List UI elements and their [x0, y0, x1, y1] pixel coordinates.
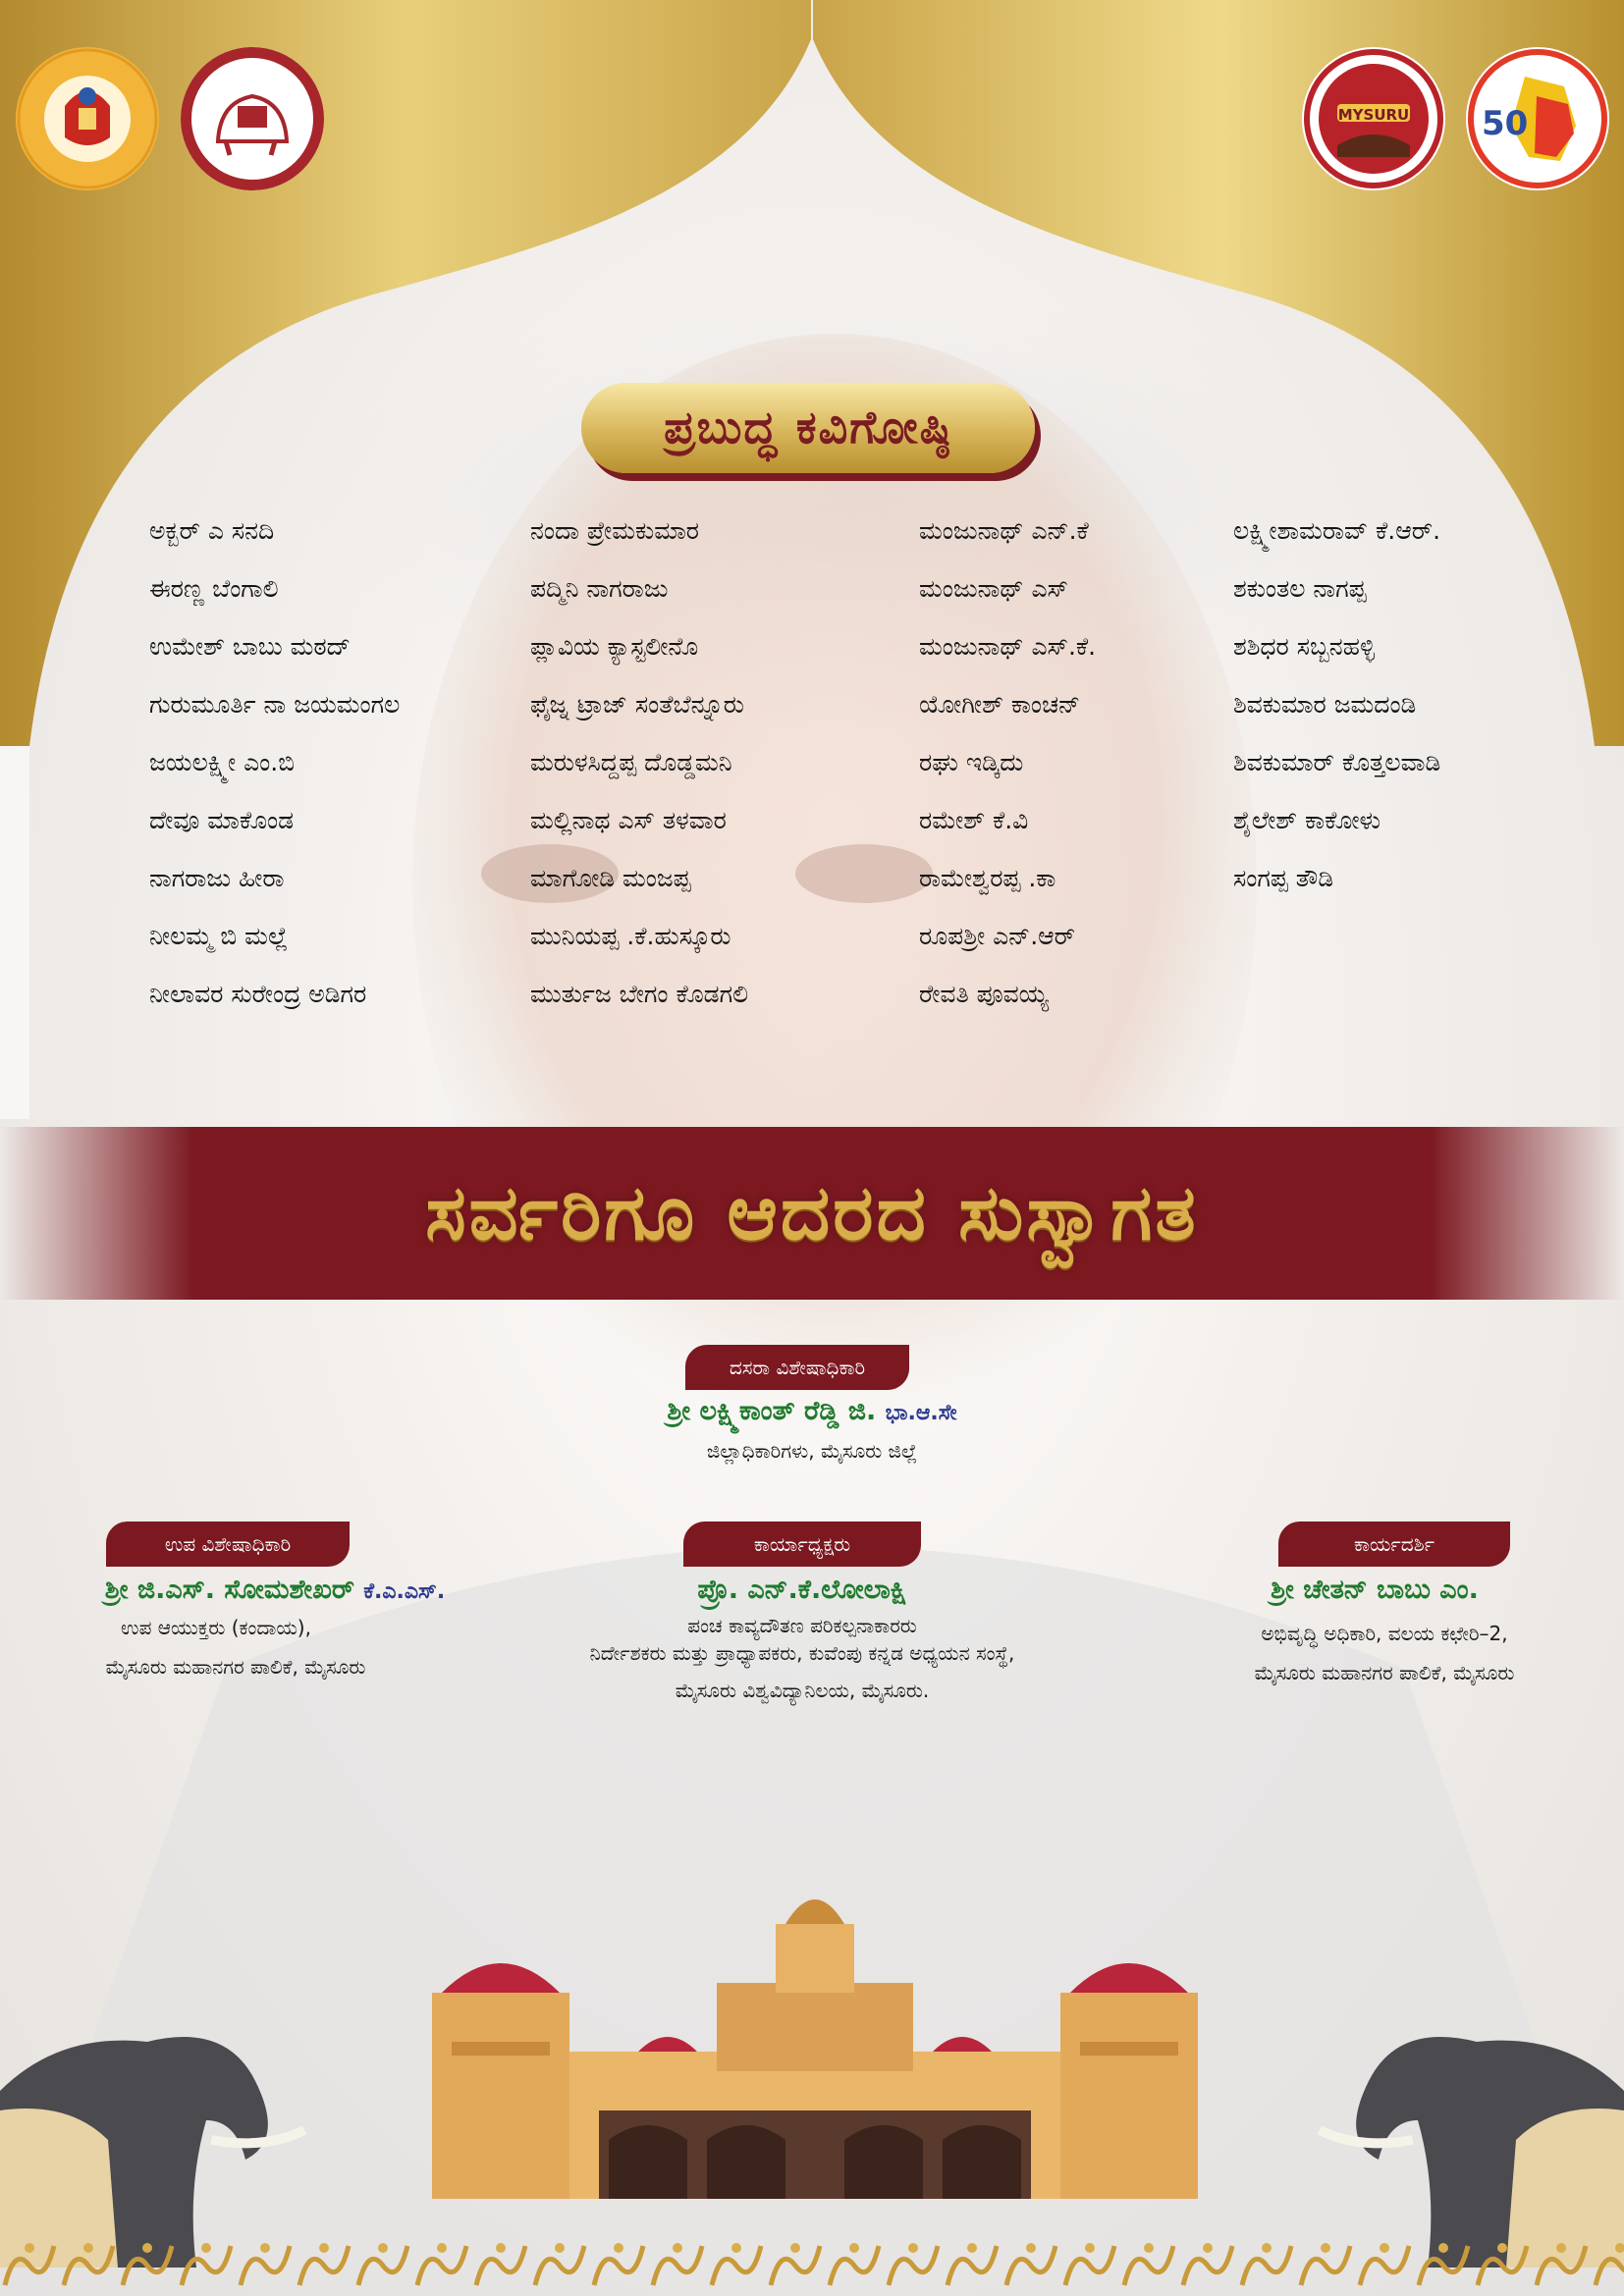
poet-name: ಮುನಿಯಪ್ಪ .ಕೆ.ಹುಸ್ಕೂರು: [530, 922, 731, 950]
poet-name: ಮಾಗೋಡಿ ಮಂಜಪ್ಪ: [530, 864, 691, 892]
poet-name: ಜಯಲಕ್ಷ್ಮೀ ಎಂ.ಬಿ: [149, 748, 295, 776]
jubilee-logo-number: 50: [1482, 104, 1529, 143]
special-officer-designation: ಜಿಲ್ಲಾಧಿಕಾರಿಗಳು, ಮೈಸೂರು ಜಿಲ್ಲೆ: [706, 1439, 918, 1463]
golden-jubilee-karnataka-logo: [1466, 47, 1609, 190]
program-title: ಪ್ರಬುದ್ಧ ಕವಿಗೋಷ್ಠಿ: [664, 400, 952, 454]
deputy-officer-role: ಉಪ ವಿಶೇಷಾಧಿಕಾರಿ: [164, 1532, 292, 1556]
poet-name: ರಾಮೇಶ್ವರಪ್ಪ .ಕಾ: [919, 864, 1056, 892]
poet-name: ನಂದಾ ಪ್ರೇಮಕುಮಾರ: [530, 516, 700, 545]
poet-name: ರಮೇಶ್ ಕೆ.ವಿ: [919, 806, 1029, 834]
poet-name: ಮಂಜುನಾಥ್ ಎಸ್.ಕೆ.: [919, 632, 1097, 661]
poet-name: ರೂಪಶ್ರೀ ಎನ್.ಆರ್: [919, 922, 1075, 950]
poet-name: ಮರುಳಸಿದ್ದಪ್ಪ ದೊಡ್ಡಮನಿ: [530, 748, 732, 776]
poet-name: ನೀಲಾವರ ಸುರೇಂದ್ರ ಅಡಿಗರ: [149, 980, 367, 1008]
poet-name: ಮುರ್ತುಜ ಬೇಗಂ ಕೊಡಗಲಿ: [530, 980, 749, 1008]
poet-name: ಈರಣ್ಣ ಬೆಂಗಾಲಿ: [149, 574, 279, 603]
president-role: ಕಾರ್ಯಾಧ್ಯಕ್ಷರು: [753, 1532, 851, 1556]
poet-name: ಮಂಜುನಾಥ್ ಎನ್.ಕೆ: [919, 516, 1089, 545]
secretary-role: ಕಾರ್ಯದರ್ಶಿ: [1353, 1532, 1435, 1556]
poet-name: ರಘು ಇಡ್ಕಿದು: [919, 748, 1024, 776]
program-title-badge: [581, 383, 1035, 473]
secretary-line-1: ಅಭಿವೃದ್ಧಿ ಅಧಿಕಾರಿ, ವಲಯ ಕಛೇರಿ–2,: [1261, 1622, 1508, 1645]
special-officer-role: ದಸರಾ ವಿಶೇಷಾಧಿಕಾರಿ: [729, 1356, 866, 1379]
poet-name: ನೀಲಮ್ಮ ಬಿ ಮಲ್ಲೆ: [149, 922, 289, 950]
deputy-officer-role-tag: [106, 1522, 350, 1567]
poet-name: ಫೈಜ್ನ ಟ್ರಾಜ್ ಸಂತೆಬೆನ್ನೂರು: [530, 690, 744, 719]
poet-name: ಶಿವಕುಮಾರ್ ಕೊತ್ತಲವಾಡಿ: [1233, 748, 1441, 776]
poet-name: ಲಕ್ಷ್ಮೀಶಾಮರಾವ್ ಕೆ.ಆರ್.: [1233, 516, 1441, 545]
poet-list-column-2: [530, 510, 748, 1032]
poet-name: ರೇವತಿ ಪೂವಯ್ಯ: [919, 980, 1049, 1008]
special-officer-role-tag: [685, 1345, 909, 1390]
poet-list-column-3: [919, 510, 1096, 1032]
deputy-officer-line-2: ಮೈಸೂರು ಮಹಾನಗರ ಪಾಲಿಕೆ, ಮೈಸೂರು: [105, 1655, 366, 1679]
right-elephant-illustration: [1310, 1973, 1624, 2268]
poet-name: ಉಮೇಶ್ ಬಾಬು ಮಠದ್: [149, 632, 351, 661]
poet-name: ಯೋಗೀಶ್ ಕಾಂಚನ್: [919, 690, 1081, 719]
poet-name: ಶಶಿಧರ ಸಬ್ಬನಹಳ್ಳಿ: [1233, 632, 1376, 661]
special-officer-suffix: ಭಾ.ಆ.ಸೇ: [885, 1401, 957, 1425]
welcome-banner: [0, 1127, 1624, 1300]
poet-name: ಅಕ್ಬರ್ ಎ ಸನದಿ: [149, 516, 275, 545]
special-officer-name: ಶ್ರೀ ಲಕ್ಷ್ಮಿಕಾಂತ್ ರೆಡ್ಡಿ ಜಿ. ಭಾ.ಆ.ಸೇ: [667, 1396, 957, 1426]
poet-name: ಮಂಜುನಾಥ್ ಎಸ್: [919, 574, 1068, 603]
president-name: ಪ್ರೊ. ಎನ್.ಕೆ.ಲೋಲಾಕ್ಷಿ: [697, 1575, 907, 1605]
mysuru-palace-illustration: [393, 1875, 1237, 2199]
poet-name: ಪ್ಲಾವಿಯ ಕ್ಯಾಸ್ಟಲೀನೊ: [530, 632, 699, 661]
poet-list-column-4: [1233, 510, 1440, 916]
secretary-name: ಶ್ರೀ ಚೇತನ್ ಬಾಬು ಎಂ.: [1271, 1575, 1479, 1605]
poet-name: ಶಕುಂತಲ ನಾಗಪ್ಪ: [1233, 574, 1367, 603]
deputy-officer-line-1: ಉಪ ಆಯುಕ್ತರು (ಕಂದಾಯ),: [121, 1616, 311, 1639]
secretary-role-tag: [1278, 1522, 1510, 1567]
president-line-3: ಮೈಸೂರು ವಿಶ್ವವಿದ್ಯಾನಿಲಯ, ಮೈಸೂರು.: [675, 1679, 930, 1702]
poet-name: ನಾಗರಾಜು ಹೀರಾ: [149, 864, 285, 892]
poet-name: ಗುರುಮೂರ್ತಿ ನಾ ಜಯಮಂಗಲ: [149, 690, 401, 719]
dasara-elephant-logo: [181, 47, 324, 190]
president-line-2: ನಿರ್ದೇಶಕರು ಮತ್ತು ಪ್ರಾಧ್ಯಾಪಕರು, ಕುವೆಂಪು ಕನ್ನಡ ಅಧ್ಯಯನ ಸಂಸ್ಥೆ,: [589, 1641, 1015, 1665]
poet-name: ಪದ್ಮಿನಿ ನಾಗರಾಜು: [530, 574, 669, 603]
secretary-line-2: ಮೈಸೂರು ಮಹಾನಗರ ಪಾಲಿಕೆ, ಮೈಸೂರು: [1254, 1661, 1515, 1684]
mysuru-dasara-logo: [1302, 47, 1445, 190]
poet-name: ದೇವೂ ಮಾಕೊಂಡ: [149, 806, 295, 834]
president-role-tag: [683, 1522, 921, 1567]
mysuru-logo-text: MYSURU: [1337, 106, 1410, 124]
deputy-officer-suffix: ಕೆ.ಎ.ಎಸ್.: [363, 1579, 446, 1604]
poet-name: ಮಲ್ಲಿನಾಥ ಎಸ್ ತಳವಾರ: [530, 806, 727, 834]
president-line-1: ಪಂಚ ಕಾವ್ಯದೌತಣ ಪರಿಕಲ್ಪನಾಕಾರರು: [687, 1614, 917, 1637]
karnataka-government-seal-logo: [16, 47, 159, 190]
left-elephant-illustration: [0, 1973, 314, 2268]
deputy-officer-name: ಶ್ರೀ ಜಿ.ಎಸ್. ಸೋಮಶೇಖರ್ ಕೆ.ಎ.ಎಸ್.: [104, 1575, 446, 1605]
welcome-text: ಸರ್ವರಿಗೂ ಆದರದ ಸುಸ್ವಾಗತ: [425, 1168, 1199, 1257]
poet-name: ಶಿವಕುಮಾರ ಜಮದಂಡಿ: [1233, 690, 1417, 719]
poet-name: ಶೈಲೇಶ್ ಕಾಕೋಳು: [1233, 806, 1381, 834]
bottom-ornamental-border: [0, 2226, 1624, 2296]
poet-list-column-1: [149, 510, 400, 1032]
poet-name: ಸಂಗಪ್ಪ ತೌಡಿ: [1233, 864, 1334, 892]
